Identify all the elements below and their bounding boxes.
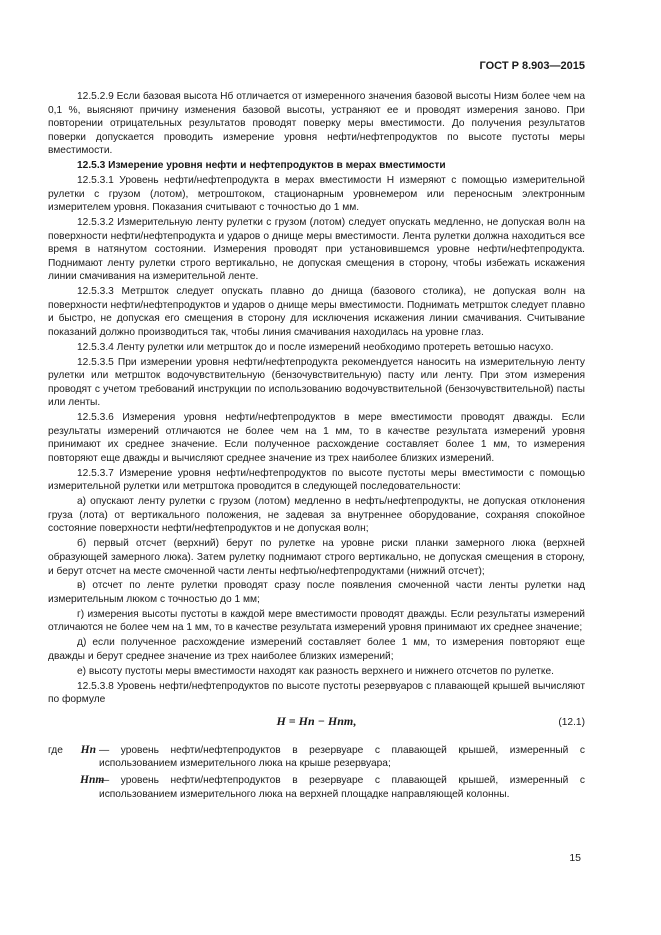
- formula-number: (12.1): [558, 716, 585, 728]
- document-body: [48, 90, 585, 804]
- paragraph-12-5-3-3: 12.5.3.3 Метршток следует опускать плавно до днища (базового столика), не допуская волн на поверхности нефти/нефтепродуктов и ударов о днище меры вместимости. Поднимать метршток следует плавно и быстро, не допуская его смещения в сторону для исключения искажения линии смачивания. Считывание показаний должно производиться так, чтобы линия смачивания находилась на уровне глаз.: [48, 286, 585, 338]
- list-item-v: в) отсчет по ленте рулетки проводят сразу после появления смоченной части ленты рулетки над измерительным люком с точностью до 1 мм;: [48, 580, 585, 605]
- paragraph-12-5-3-8: 12.5.3.8 Уровень нефти/нефтепродуктов по высоте пустоты резервуаров с плавающей крышей вычисляют по формуле: [48, 680, 585, 706]
- formula: H = Hп − Hпт,: [276, 713, 357, 728]
- list-item-a: а) опускают ленту рулетки с грузом (лотом) медленно в нефть/нефтепродукты, не допуская отклонения груза (лота) от вертикального положения, не задевая за внутреннее оборудование, сохраняя спокойное состояние поверхности нефти/нефтепродуктов и не допуская волн;: [48, 496, 585, 535]
- section-heading-12-5-3: 12.5.3 Измерение уровня нефти и нефтепродуктов в мерах вместимости: [77, 160, 446, 172]
- legend-row: [48, 744, 585, 771]
- where-label: где: [48, 744, 63, 756]
- list-item-d: д) если полученное расхождение измерений составляет более 1 мм, то измерения повторяют еще дважды и берут среднее значение из трех наиболее близких измерений;: [48, 637, 585, 662]
- paragraph-12-5-3-1: 12.5.3.1 Уровень нефти/нефтепродукта в мерах вместимости H измеряют с помощью измерительной рулетки с грузом (лотом), метроштоком, стационарным уровнемером или переносным электронным измерителем уровня. Показания считывают с точностью до 1 мм.: [48, 175, 585, 214]
- standard-code: ГОСТ Р 8.903—2015: [479, 60, 585, 72]
- paragraph-12-5-3-4: 12.5.3.4 Ленту рулетки или метршток до и после измерений необходимо протереть ветошью насухо.: [77, 341, 554, 353]
- legend-symbol: Hп: [80, 743, 96, 756]
- legend-text: — уровень нефти/нефтепродуктов в резервуаре с плавающей крышей, измеренный с использованием измерительного люка на крыше резервуара;: [99, 744, 585, 770]
- legend-text: — уровень нефти/нефтепродуктов в резервуаре с плавающей крышей, измеренный с использованием измерительного люка на верхней площадке направляющей колонны.: [99, 775, 585, 800]
- list-item-b: б) первый отсчет (верхний) берут по рулетке на уровне риски планки замерного люка (верхней образующей замерного люка). Затем рулетку поднимают строго вертикально, не допуская смещения в сторону, и берут отсчет на месте смоченной части ленты нефтью/нефтепродуктами (нижний отсчет);: [48, 538, 585, 577]
- list-item-e: е) высоту пустоты меры вместимости находят как разность верхнего и нижнего отсчетов по рулетке.: [77, 665, 554, 677]
- formula-row: [48, 713, 585, 734]
- paragraph-12-5-3-7: 12.5.3.7 Измерение уровня нефти/нефтепродуктов по высоте пустоты меры вместимости с помощью измерительной рулетки или метрштока проводится в следующей последовательности:: [48, 467, 585, 493]
- paragraph-12-5-2-9: 12.5.2.9 Если базовая высота Hб отличается от измеренного значения базовой высоты Hизм более чем на 0,1 %, выясняют причину изменения базовой высоты, устраняют ее и проводят измерения заново. При повторении отрицательных результатов проводят поверку меры вместимости. До получения результатов поверки допускается проводить измерение уровня нефти/нефтепродуктов по высоте пустоты меры вместимости.: [48, 91, 585, 157]
- symbol-legend: [48, 744, 585, 801]
- page-number: 15: [569, 852, 581, 864]
- legend-symbol: Hпт: [80, 774, 105, 787]
- paragraph-12-5-3-6: 12.5.3.6 Измерения уровня нефти/нефтепродуктов в мере вместимости проводят дважды. Если результаты измерений отличаются не более чем на 1 мм, то в качестве результата измерений уровня принимают их среднее значение. Если полученное расхождение составляет более 1 мм, то измерения повторяют еще дважды и вычисляют среднее значение из трех наиболее близких измерений.: [48, 412, 585, 464]
- paragraph-12-5-3-5: 12.5.3.5 При измерении уровня нефти/нефтепродукта рекомендуется наносить на измерительную ленту рулетки или метршток водочувствительную (бензочувствительную) пасту или ленту. При этом измерения проводят с учетом требований инструкции по использованию водочувствительной (бензочувствительной) пасты или ленты.: [48, 356, 585, 409]
- list-item-g: г) измерения высоты пустоты в каждой мере вместимости проводят дважды. Если результаты измерений отличаются не более чем на 1 мм, то в качестве результата измерений уровня принимают их среднее значение;: [48, 608, 585, 634]
- legend-row: [48, 774, 585, 801]
- paragraph-12-5-3-2: 12.5.3.2 Измерительную ленту рулетки с грузом (лотом) следует опускать медленно, не допуская волн на поверхности нефти/нефтепродукта и ударов о днище меры вместимости. Лента рулетки должна находиться все время в натянутом состоянии. Измерения проводят при установившемся уровне нефти/нефтепродукта. Поднимают ленту рулетки строго вертикально, не допуская смещения в сторону, чтобы избежать искажения линии смачивания на измерительной ленте.: [48, 217, 585, 283]
